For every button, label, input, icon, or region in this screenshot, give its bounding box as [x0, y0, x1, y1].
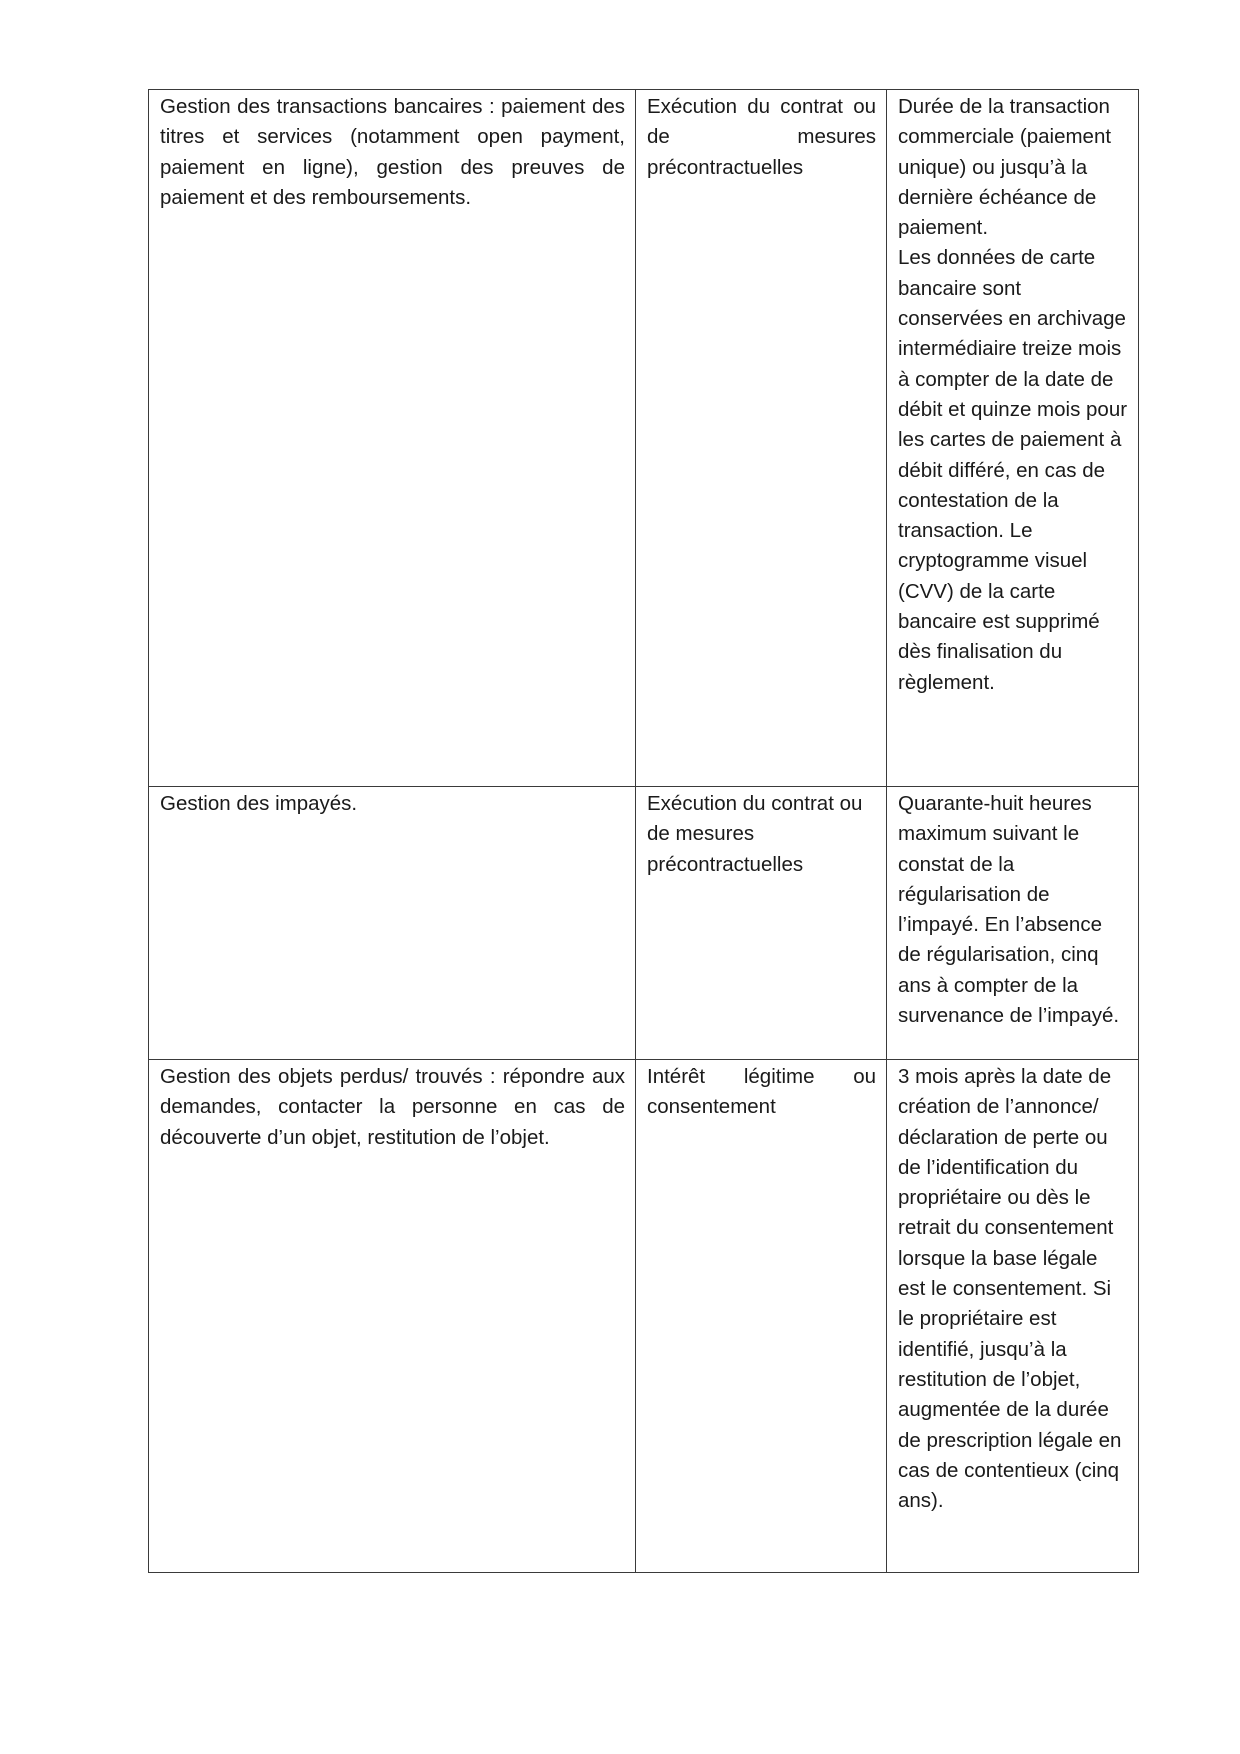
- table-row: [149, 787, 1139, 1060]
- purpose-cell: [149, 787, 636, 1060]
- retention-cell: [887, 90, 1139, 787]
- legal-basis-text: Exécution du contrat ou de mesures précontractuelles: [647, 95, 876, 179]
- purpose-text: Gestion des impayés.: [160, 792, 358, 815]
- purpose-cell: [149, 1060, 636, 1573]
- purpose-text: Gestion des transactions bancaires : paiement des titres et services (notamment open payment, paiement en ligne), gestion des preuves de paiement et des remboursements.: [160, 95, 625, 209]
- retention-cell: [887, 1060, 1139, 1573]
- retention-cell: [887, 787, 1139, 1060]
- table-row: [149, 1060, 1139, 1573]
- legal-basis-cell: [636, 787, 887, 1060]
- retention-text: Durée de la transaction commerciale (paiement unique) ou jusqu’à la dernière échéance de paiement. Les données de carte bancaire sont conservées en archivage intermédiaire treize mois à compter de la date de débit et quinze mois pour les cartes de paiement à débit différé, en cas de contestation de la transaction. Le cryptogramme visuel (CVV) de la carte bancaire est supprimé dès finalisation du règlement.: [898, 95, 1128, 694]
- legal-basis-text: Intérêt légitime ou consentement: [647, 1065, 876, 1119]
- legal-basis-cell: [636, 90, 887, 787]
- retention-text: 3 mois après la date de création de l’annonce/ déclaration de perte ou de l’identification du propriétaire ou dès le retrait du consentement lorsque la base légale est le consentement. Si le propriétaire est identifié, jusqu’à la restitution de l’objet, augmentée de la durée de prescription légale en cas de contentieux (cinq ans).: [898, 1065, 1122, 1513]
- table-row: [149, 90, 1139, 787]
- purpose-text: Gestion des objets perdus/ trouvés : répondre aux demandes, contacter la personne en cas de découverte d’un objet, restitution de l’objet.: [160, 1065, 625, 1149]
- legal-basis-text: Exécution du contrat ou de mesures précontractuelles: [647, 792, 863, 876]
- legal-basis-cell: [636, 1060, 887, 1573]
- purpose-cell: [149, 90, 636, 787]
- data-processing-table: [148, 89, 1139, 1573]
- retention-text: Quarante-huit heures maximum suivant le constat de la régularisation de l’impayé. En l’absence de régularisation, cinq ans à compter de la survenance de l’impayé.: [898, 792, 1120, 1028]
